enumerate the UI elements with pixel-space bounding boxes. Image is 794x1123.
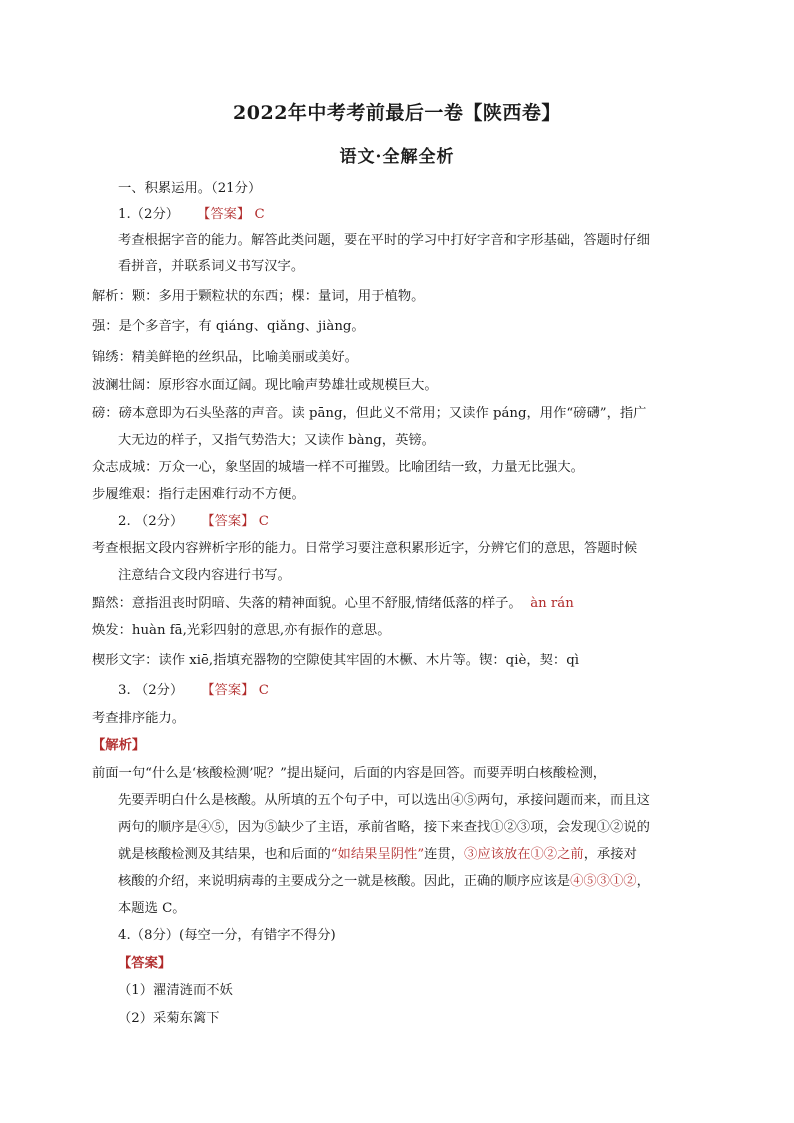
- section-heading: 一、积累运用。（21分）: [118, 181, 262, 196]
- page-subtitle: 语文·全解全析: [339, 147, 455, 167]
- page-title: 2022年中考考前最后一卷【陕西卷】: [233, 102, 561, 124]
- q1-para-3: 锦绣：精美鲜艳的丝织品，比喻美丽或美好。: [92, 350, 358, 365]
- q2-number: 2. （2分）: [118, 514, 184, 529]
- q3-line-4-a: 就是核酸检测及其结果，也和后面的: [118, 847, 331, 862]
- q3-header: [118, 682, 269, 700]
- q4-answer-2: （2）采菊东篱下: [118, 1011, 220, 1026]
- q2-para-1-pinyin: àn rán: [530, 596, 574, 611]
- q1-para-1: 解析：颗：多用于颗粒状的东西；棵：量词，用于植物。: [92, 289, 425, 304]
- q3-line-2: 先要弄明白什么是核酸。从所填的五个句子中，可以选出④⑤两句，承接问题而来，而且这: [118, 793, 650, 808]
- q4-header: 4.（8分）(每空一分，有错字不得分): [118, 928, 336, 943]
- q3-explain: 考查排序能力。: [92, 711, 186, 726]
- q3-line-1: 前面一句“什么是‘核酸检测’呢？”提出疑问，后面的内容是回答。而要弄明白核酸检测，: [92, 766, 607, 781]
- q1-header: [118, 206, 265, 224]
- q1-para-6: 众志成城：万众一心，象坚固的城墙一样不可摧毁。比喻团结一致，力量无比强大。: [92, 460, 584, 475]
- q4-answer-1: （1）濯清涟而不妖: [118, 983, 233, 998]
- q2-answer-tag: 【答案】: [201, 514, 255, 529]
- q3-line-4-highlight: ③应该放在①②之前: [464, 847, 584, 862]
- q3-line-3: 两句的顺序是④⑤，因为⑤缺少了主语，承前省略，接下来查找①②③项，会发现①②说的: [118, 820, 650, 835]
- q2-para-1: [92, 595, 574, 613]
- q3-line-5-order: ④⑤③①②: [570, 874, 637, 889]
- q4-answer-tag: 【答案】: [118, 956, 172, 971]
- q3-line-4-c: 连贯，: [424, 847, 465, 862]
- q1-para-4: 波澜壮阔：原形容水面辽阔。现比喻声势雄壮或规模巨大。: [92, 378, 438, 393]
- q3-line-4-quote: “如结果呈阴性”: [330, 847, 425, 862]
- q2-explain-line1: 考查根据文段内容辨析字形的能力。日常学习要注意积累形近字，分辨它们的意思，答题时候: [92, 541, 638, 556]
- q2-answer: C: [258, 514, 269, 529]
- q1-answer-tag: 【答案】: [197, 207, 251, 222]
- q3-line-5-a: 核酸的介绍，来说明病毒的主要成分之一就是核酸。因此，正确的顺序应该是: [118, 874, 571, 889]
- q1-para-5-line1: 磅：磅本意即为石头坠落的声音。读 pāng，但此义不常用；又读作 páng，用作“磅礴”，指广: [92, 406, 647, 421]
- q1-para-2: 强：是个多音字，有 qiáng、qiǎng、jiàng。: [92, 319, 365, 334]
- q3-number: 3. （2分）: [118, 683, 184, 698]
- q3-line-6: 本题选 C。: [118, 901, 186, 916]
- q3-line-4: [118, 846, 637, 864]
- q1-number: 1.（2分）: [118, 207, 180, 222]
- q3-answer-tag: 【答案】: [201, 683, 255, 698]
- q2-para-2: 焕发：huàn fā,光彩四射的意思,亦有振作的意思。: [92, 623, 391, 638]
- q2-para-3: 楔形文字：读作 xiē,指填充器物的空隙使其牢固的木橛、木片等。锲：qiè，契：qì: [92, 653, 579, 668]
- q3-analysis-tag: 【解析】: [92, 738, 146, 753]
- q3-line-4-e: ，承接对: [583, 847, 637, 862]
- q1-explain-line2: 看拼音，并联系词义书写汉字。: [118, 259, 305, 274]
- q2-para-1-text: 黯然：意指沮丧时阴暗、失落的精神面貌。心里不舒服,情绪低落的样子。: [92, 596, 522, 611]
- q1-explain-line1: 考查根据字音的能力。解答此类问题，要在平时的学习中打好字音和字形基础，答题时仔细: [118, 233, 650, 248]
- q1-para-7: 步履维艰：指行走困难行动不方便。: [92, 487, 305, 502]
- q3-line-5-c: ，: [636, 874, 650, 889]
- q2-explain-line2: 注意结合文段内容进行书写。: [118, 568, 291, 583]
- q3-answer: C: [258, 683, 269, 698]
- q3-line-5: [118, 873, 650, 891]
- q1-para-5-line2: 大无边的样子，又指气势浩大；又读作 bàng，英镑。: [118, 433, 435, 448]
- q2-header: [118, 513, 269, 531]
- q1-answer: C: [254, 207, 265, 222]
